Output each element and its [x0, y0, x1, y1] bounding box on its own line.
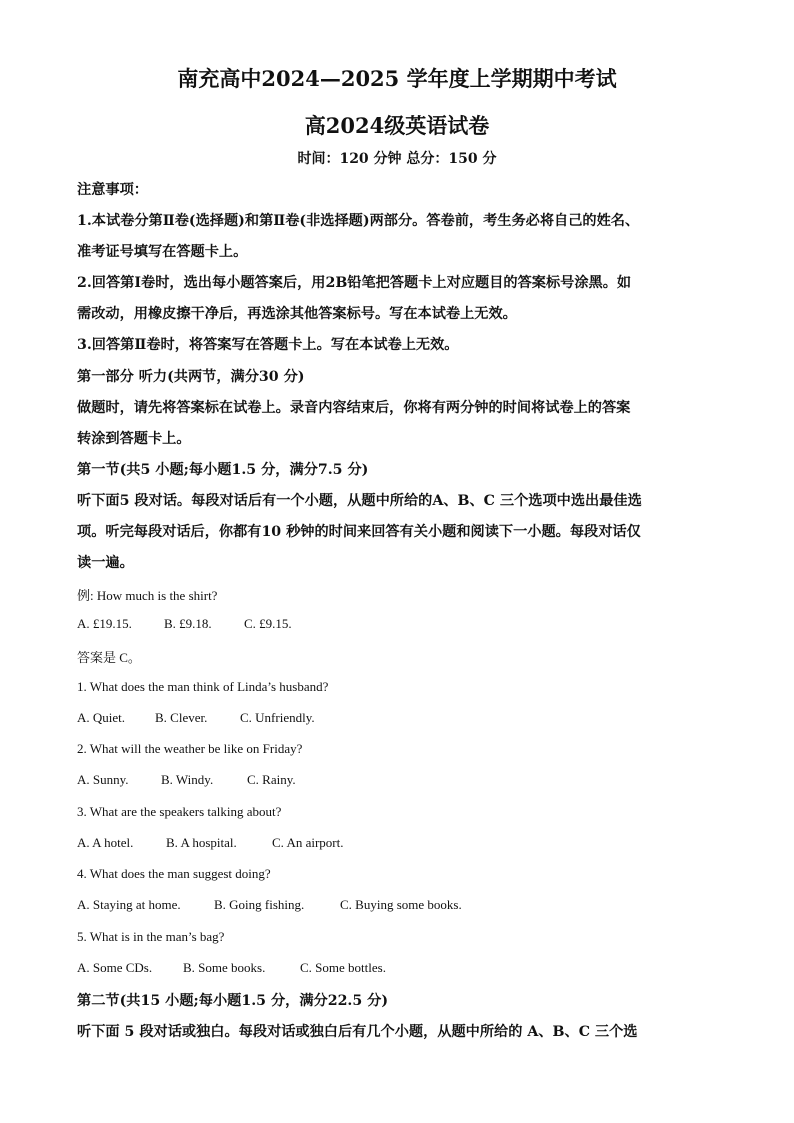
exam-title: 南充高中2024—2025 学年度上学期期中考试: [177, 66, 617, 91]
question-4-options: [77, 897, 462, 913]
q2-option-b: B. Windy.: [161, 772, 214, 787]
section1-intro-line-3: 读一遍。: [77, 555, 134, 571]
section1-heading: 第一节(共5 小题;每小题1.5 分，满分7.5 分): [77, 462, 369, 478]
part1-intro-line-2: 转涂到答题卡上。: [77, 431, 191, 447]
question-2-options: [77, 772, 296, 788]
exam-subtitle: 高2024级英语试卷: [304, 113, 490, 138]
q3-option-b: B. A hospital.: [166, 835, 237, 850]
q4-option-c: C. Buying some books.: [340, 897, 462, 912]
example-answer: 答案是 C。: [77, 650, 141, 665]
question-3: 3. What are the speakers talking about?: [77, 804, 282, 819]
section2-heading: 第二节(共15 小题;每小题1.5 分，满分22.5 分): [77, 993, 389, 1009]
example-question: 例: How much is the shirt?: [77, 588, 218, 603]
example-option-c: C. £9.15.: [244, 616, 292, 631]
note-2-line-1: 2.回答第Ⅰ卷时，选出每小题答案后，用2B铅笔把答题卡上对应题目的答案标号涂黑。如: [77, 275, 632, 291]
q1-option-a: A. Quiet.: [77, 710, 126, 725]
question-4: 4. What does the man suggest doing?: [77, 866, 271, 881]
note-1-line-1: 1.本试卷分第Ⅱ卷(选择题)和第Ⅱ卷(非选择题)两部分。答卷前，考生务必将自己的姓名、: [77, 213, 640, 229]
q5-option-a: A. Some CDs.: [77, 960, 153, 975]
part1-heading: 第一部分 听力(共两节，满分30 分): [77, 369, 305, 385]
q5-option-b: B. Some books.: [183, 960, 266, 975]
q4-option-b: B. Going fishing.: [214, 897, 305, 912]
q5-option-c: C. Some bottles.: [300, 960, 386, 975]
q2-option-a: A. Sunny.: [77, 772, 129, 787]
part1-intro-line-1: 做题时，请先将答案标在试卷上。录音内容结束后，你将有两分钟的时间将试卷上的答案: [77, 400, 631, 416]
q3-option-c: C. An airport.: [272, 835, 344, 850]
example-option-a: A. £19.15.: [77, 616, 132, 631]
q1-option-b: B. Clever.: [155, 710, 208, 725]
question-1: 1. What does the man think of Linda’s husband?: [77, 679, 329, 694]
q4-option-a: A. Staying at home.: [77, 897, 181, 912]
q3-option-a: A. A hotel.: [77, 835, 134, 850]
question-3-options: [77, 835, 344, 851]
example-options: [77, 616, 292, 632]
section2-intro-line-1: 听下面 5 段对话或独白。每段对话或独白后有几个小题，从题中所给的 A、B、C 三个选: [77, 1024, 638, 1040]
notes-heading: 注意事项：: [77, 182, 148, 198]
q2-option-c: C. Rainy.: [247, 772, 296, 787]
section1-intro-line-1: 听下面5 段对话。每段对话后有一个小题，从题中所给的A、B、C 三个选项中选出最佳选: [77, 493, 642, 509]
note-2-line-2: 需改动，用橡皮擦干净后，再选涂其他答案标号。写在本试卷上无效。: [77, 306, 517, 322]
section1-intro-line-2: 项。听完每段对话后，你都有10 秒钟的时间来回答有关小题和阅读下一小题。每段对话仅: [77, 524, 641, 540]
exam-meta: 时间：120 分钟 总分：150 分: [297, 151, 497, 167]
q1-option-c: C. Unfriendly.: [240, 710, 315, 725]
question-5-options: [77, 960, 386, 976]
note-3: 3.回答第Ⅱ卷时，将答案写在答题卡上。写在本试卷上无效。: [77, 337, 459, 353]
question-2: 2. What will the weather be like on Friday?: [77, 741, 303, 756]
question-5: 5. What is in the man’s bag?: [77, 929, 225, 944]
example-option-b: B. £9.18.: [164, 616, 212, 631]
question-1-options: [77, 710, 315, 726]
note-1-line-2: 准考证号填写在答题卡上。: [77, 244, 248, 260]
